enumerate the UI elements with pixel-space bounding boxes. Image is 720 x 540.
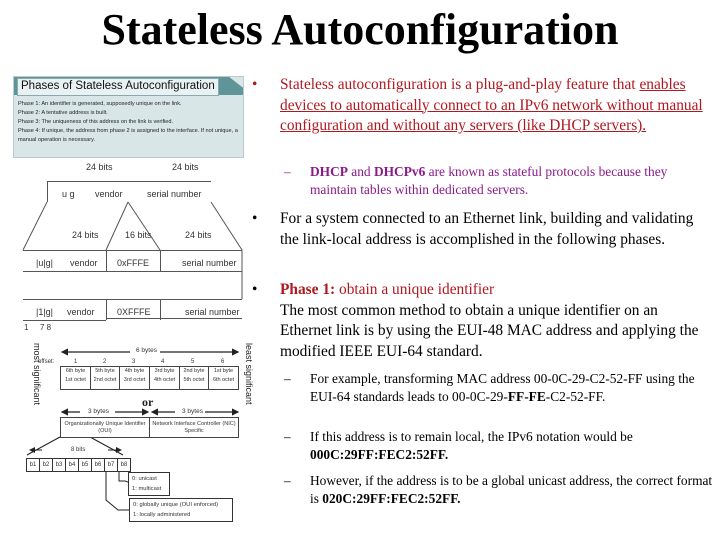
sub-bullet-global [284, 472, 714, 510]
slide-title: Stateless Autoconfiguration [101, 5, 619, 54]
offset-number: 1 [74, 359, 78, 365]
serial-field: serial number [185, 307, 240, 317]
least-significant-label: least significant [244, 343, 254, 405]
vendor-field: vendor [67, 307, 95, 317]
sub-bullet-text [310, 163, 715, 198]
text: -C2-52-FF. [545, 388, 606, 404]
vendor-field: vendor [70, 258, 98, 268]
bullet-ethernet-link [252, 209, 712, 271]
dash-glyph: – [284, 473, 291, 488]
dhcpv6-term: DHCPv6 [373, 164, 426, 179]
note-line: 0: globally unique (OUI enforced) [133, 502, 219, 508]
sub-bullet-example [284, 370, 714, 426]
fffe-field: 0xFFFE [117, 258, 150, 268]
or-label: or [142, 395, 154, 409]
bullet-stateless-definition [252, 75, 712, 157]
definition-underlined-text: enables devices to automatically connect to an IPv6 network without manual configuration and without any servers (like DHCP servers). [280, 76, 703, 134]
bits-label: 24 bits [86, 162, 113, 172]
local-address: 000C:29FF:FEC2:52FF. [310, 446, 449, 462]
definition-text: Stateless autoconfiguration is a plug-and-play feature that [280, 76, 636, 93]
bit-cell: b2 [39, 458, 53, 472]
b8-note [128, 472, 170, 496]
byte-label: 4th byte [124, 368, 145, 374]
dhcp-term: DHCP [310, 164, 348, 179]
fffe-insert: FF-FE [507, 388, 546, 404]
note-line: 0: unicast [132, 476, 157, 482]
vendor-field: vendor [95, 189, 123, 199]
octet-label: 2nd octet [93, 377, 117, 383]
octet-label: 1st octet [65, 377, 86, 383]
bits-label: 24 bits [72, 230, 99, 240]
bullet-text [280, 75, 712, 137]
phase-body: The most common method to obtain a unique identifier on an Ethernet link is by using the EUI-48 MAC address and applying the modified IEEE EUI-64 standard. [280, 301, 699, 360]
bits-label: 16 bits [125, 230, 152, 240]
bits-label: 24 bits [172, 162, 199, 172]
phase-item: Phase 4: If unique, the address from phase 2 is assigned to the interface. If not unique, a [18, 128, 238, 134]
byte-label: 3rd byte [154, 368, 175, 374]
ug-bits: |u|g| [36, 258, 54, 268]
text: are known as stateful protocols because they maintain tables within dedicated servers. [310, 164, 668, 197]
bit-position: 1 [24, 323, 29, 332]
note-line: 1: multicast [132, 486, 162, 492]
note-line: 1: locally administered [133, 512, 191, 518]
bit-cell: b6 [91, 458, 105, 472]
byte-cell [60, 366, 91, 390]
byte-cell [149, 366, 180, 390]
text: If this address is to remain local, the IPv6 notation would be [310, 429, 633, 444]
phase-label: Phase 1: [280, 281, 336, 298]
b7-note [129, 498, 233, 522]
bullet-text: For a system connected to an Ethernet link, building and validating the link-local address is accomplished in the following phases. [280, 210, 694, 248]
bits-label: 8 bits [71, 447, 86, 453]
bit-cell: b4 [65, 458, 79, 472]
bit-cell: b1 [26, 458, 40, 472]
offset-number: 6 [221, 359, 225, 365]
phase-item: manual operation is necessary. [18, 137, 96, 143]
fffe-field: 0XFFFE [117, 307, 151, 317]
octet-label: 5th octet [183, 377, 205, 383]
dash-glyph: – [284, 371, 291, 386]
offset-number: 5 [191, 359, 195, 365]
offset-number: 3 [132, 359, 136, 365]
byte-cell [90, 366, 120, 390]
bit-cell: b3 [52, 458, 66, 472]
text: However, if the address is to be a global unicast address, the correct format is [310, 473, 713, 506]
phase-item: Phase 3: The uniqueness of this address on the link is verified. [18, 119, 174, 125]
dash-glyph: – [284, 164, 291, 179]
octet-label: 3rd octet [123, 377, 146, 383]
half-label: 3 bytes [182, 408, 203, 415]
global-address: 020C:29FF:FEC2:52FF. [322, 490, 461, 506]
bullet-glyph: • [252, 210, 258, 227]
bullet-text [280, 280, 712, 362]
sub-bullet-text [310, 428, 715, 463]
byte-cell [179, 366, 209, 390]
sub-bullet-dhcp [284, 163, 714, 203]
byte-cell [119, 366, 150, 390]
most-significant-label: most significant [32, 343, 42, 406]
phase-heading: obtain a unique identifier [335, 281, 495, 298]
offset-number: 4 [161, 359, 165, 365]
phase-item: Phase 1: An identifier is generated, supposedly unique on the link. [18, 101, 182, 107]
bytes-label: 6 bytes [136, 347, 157, 354]
half-label: 3 bytes [88, 408, 109, 415]
byte-label: 1st byte [213, 368, 234, 374]
nic-field: Network Interface Controller (NIC) Specific [149, 417, 239, 438]
bullet-glyph: • [252, 281, 258, 298]
oui-field: Organizationally Unique Identifier (OUI) [60, 417, 150, 438]
bits-label: 24 bits [185, 230, 212, 240]
ug-bits: u g [62, 189, 75, 199]
phases-panel-heading: Phases of Stateless Autoconfiguration [17, 78, 219, 96]
ug-bits: |1|g| [36, 307, 54, 317]
sub-bullet-text [310, 472, 715, 507]
sub-bullet-text [310, 370, 715, 405]
serial-field: serial number [147, 189, 202, 199]
byte-label: 2nd byte [183, 368, 205, 374]
sub-bullet-local [284, 428, 714, 466]
bit-cell: b7 [104, 458, 118, 472]
text: and [347, 164, 374, 179]
text: For example, transforming MAC address 00-0C-29-C2-52-FF using the EUI-64 standards leads to 00-0C-29- [310, 371, 695, 404]
dash-glyph: – [284, 429, 291, 444]
bit-position: 7 8 [40, 323, 52, 332]
offset-number: 2 [103, 359, 107, 365]
byte-cell [208, 366, 239, 390]
octet-label: 6th octet [212, 377, 235, 383]
offset-label: offset: [38, 359, 55, 365]
bit-cell: b8 [117, 458, 131, 472]
byte-label: 6th byte [65, 368, 86, 374]
byte-label: 5th byte [95, 368, 115, 374]
phase-item: Phase 2: A tentative address is built. [18, 110, 108, 116]
octet-label: 4th octet [153, 377, 176, 383]
bullet-glyph: • [252, 76, 258, 93]
bit-cell: b5 [78, 458, 92, 472]
serial-field: serial number [182, 258, 237, 268]
bullet-phase-1 [252, 280, 712, 364]
